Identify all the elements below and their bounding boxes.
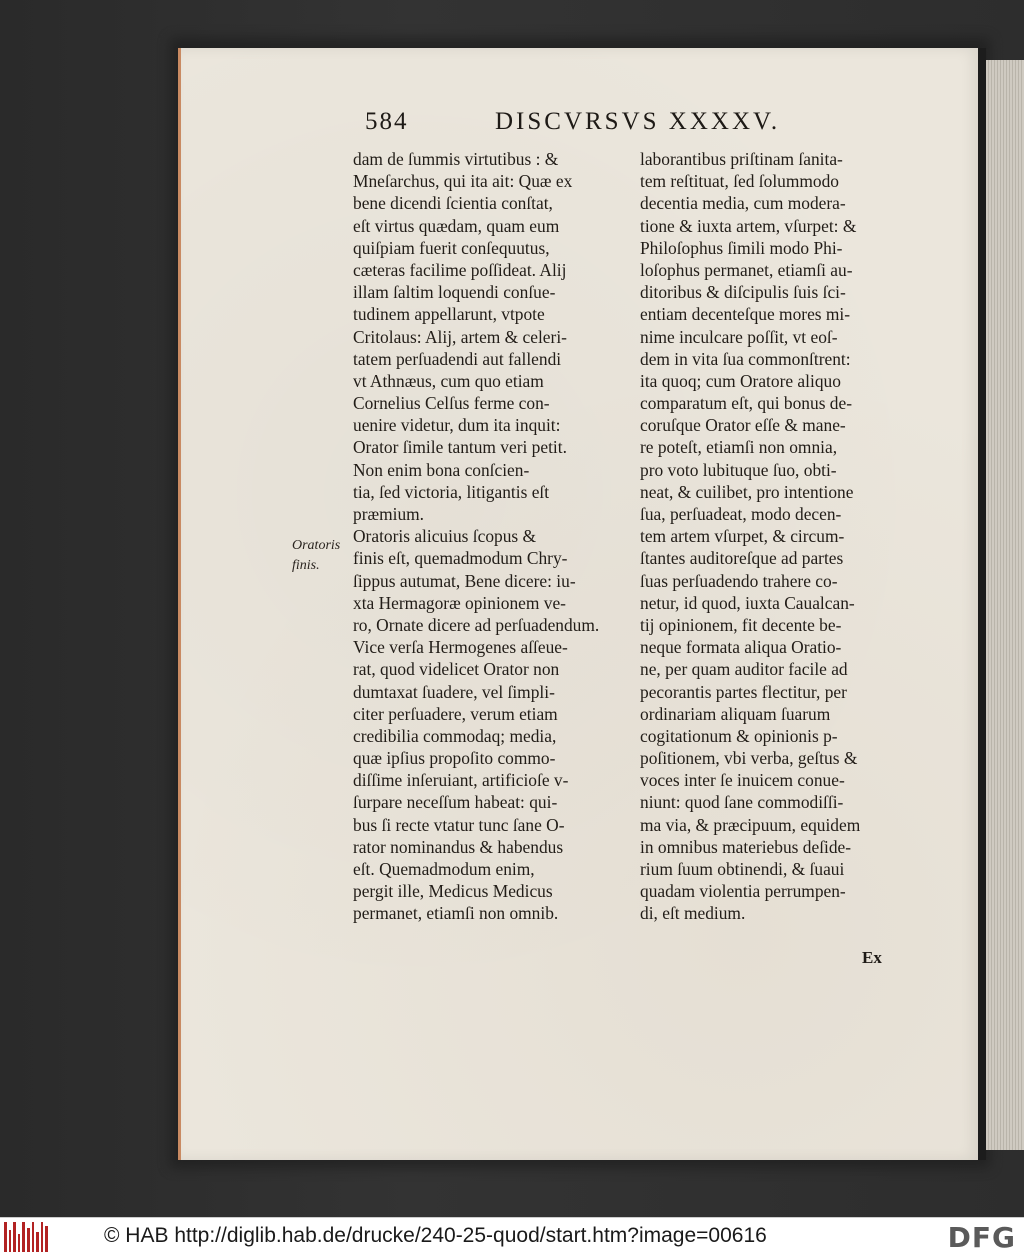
page-number: 584 [365, 108, 409, 135]
text-line: Philoſophus ſimili modo Phi- [640, 237, 843, 258]
text-line: uenire videtur, dum ita inquit: [353, 415, 561, 436]
text-line: rator nominandus & habendus [353, 836, 564, 857]
text-line: dumtaxat ſuadere, vel ſimpli- [353, 681, 555, 702]
text-line: ditoribus & diſcipulis ſuis ſci- [640, 282, 846, 303]
footer-bar [0, 1217, 1024, 1256]
text-line: ro, Ornate dicere ad perſuadendum. [353, 614, 600, 635]
text-line: entiam decenteſque mores mi- [640, 304, 851, 325]
text-line: ma via, & præcipuum, equidem [640, 814, 861, 835]
text-line: tia, ſed victoria, litigantis eſt [353, 481, 550, 502]
text-line: Mneſarchus, qui ita ait: Quæ ex [353, 171, 573, 192]
text-line: illam ſaltim loquendi conſue- [353, 282, 556, 303]
catchword: Ex [862, 948, 882, 967]
text-line: citer perſuadere, verum etiam [353, 703, 558, 724]
text-line: comparatum eſt, qui bonus de- [640, 393, 853, 414]
text-line: netur, id quod, iuxta Caualcan- [640, 592, 855, 613]
text-line: ordinariam aliquam ſuarum [640, 703, 831, 724]
text-line: di, eſt medium. [640, 903, 746, 924]
text-line: Critolaus: Alij, artem & celeri- [353, 326, 567, 347]
margin-note-line: finis. [292, 558, 320, 573]
text-line: neque formata aliqua Oratio- [640, 637, 842, 658]
text-line: neat, & cuilibet, pro intentione [640, 481, 854, 502]
hab-logo-icon [4, 1222, 48, 1252]
margin-note-line: Oratoris [292, 538, 341, 553]
text-line: finis eſt, quemadmodum Chry- [353, 548, 568, 569]
text-line: rium ſuum obtinendi, & ſuaui [640, 859, 845, 879]
text-line: bus ſi recte vtatur tunc ſane O- [353, 814, 565, 835]
text-line: xta Hermagoræ opinionem ve- [353, 592, 566, 613]
text-line: ſua, perſuadeat, modo decen- [640, 504, 842, 524]
text-line: voces inter ſe inuicem conue- [640, 770, 845, 791]
text-line: in omnibus materiebus deſide- [640, 836, 852, 857]
text-line: pro voto lubituque ſuo, obti- [640, 459, 837, 480]
text-line: tatem perſuadendi aut fallendi [353, 348, 562, 369]
text-line: ſuas perſuadendo trahere co- [640, 570, 838, 591]
text-line: coruſque Orator eſſe & mane- [640, 415, 846, 436]
text-line: ne, per quam auditor facile ad [640, 659, 848, 680]
text-line: Oratoris alicuius ſcopus & [353, 526, 537, 547]
text-line: niunt: quod ſane commodiſſi- [640, 792, 844, 813]
text-line: credibilia commodaq; media, [353, 725, 557, 746]
copyright-link[interactable]: © HAB http://diglib.hab.de/drucke/240-25-quod/start.htm?image=00616 [104, 1224, 767, 1247]
book-gutter [978, 48, 986, 1160]
text-line: tione & iuxta artem, vſurpet: & [640, 215, 857, 236]
text-line: dam de ſummis virtutibus : & [353, 149, 559, 169]
facing-page-edge [986, 60, 1024, 1150]
text-line: nime inculcare poſſit, vt eoſ- [640, 326, 838, 347]
text-line: eſt. Quemadmodum enim, [353, 859, 535, 879]
text-line: Vice verſa Hermogenes aſſeue- [353, 637, 568, 658]
text-line: rat, quod videlicet Orator non [353, 659, 560, 680]
text-line: tem artem vſurpet, & circum- [640, 526, 845, 547]
text-line: diſſime inſeruiant, artificioſe v- [353, 770, 569, 791]
text-line: tij opinionem, fit decente be- [640, 614, 842, 635]
text-line: poſitionem, vbi verba, geſtus & [640, 748, 858, 769]
left-text-column [353, 148, 623, 925]
text-line: cæteras facilime poſſideat. Alij [353, 259, 567, 280]
page-header [365, 108, 785, 140]
text-line: ſippus autumat, Bene dicere: iu- [353, 570, 576, 591]
text-line: vt Athnæus, cum quo etiam [353, 370, 544, 391]
text-line: re poteſt, etiamſi non omnia, [640, 437, 838, 458]
text-line: Cornelius Celſus ferme con- [353, 393, 550, 414]
text-line: quiſpiam fuerit conſequutus, [353, 237, 550, 258]
running-head: DISCVRSVS XXXXV. [495, 108, 781, 135]
text-line: præmium. [353, 504, 425, 524]
text-line: Orator ſimile tantum veri petit. [353, 437, 567, 458]
text-line: loſophus permanet, etiamſi au- [640, 259, 853, 280]
text-line: Non enim bona conſcien- [353, 459, 530, 480]
margin-note [292, 536, 352, 576]
text-line: bene dicendi ſcientia conſtat, [353, 193, 553, 214]
text-line: quadam violentia perrumpen- [640, 881, 846, 902]
dfg-logo: DFG [947, 1221, 1016, 1254]
text-line: permanet, etiamſi non omnib. [353, 903, 559, 924]
text-line: quæ ipſius propoſito commo- [353, 748, 556, 769]
text-line: pergit ille, Medicus Medicus [353, 881, 553, 902]
text-line: laborantibus priſtinam ſanita- [640, 149, 843, 169]
right-text-column [640, 148, 895, 925]
text-line: ita quoq; cum Oratore aliquo [640, 370, 841, 391]
text-line: decentia media, cum modera- [640, 193, 846, 214]
text-line: tudinem appellarunt, vtpote [353, 304, 545, 325]
text-line: dem in vita ſua commonſtrent: [640, 348, 851, 369]
text-line: ſtantes auditoreſque ad partes [640, 548, 844, 569]
text-line: ſurpare neceſſum habeat: qui- [353, 792, 558, 813]
text-line: pecorantis partes flectitur, per [640, 681, 847, 702]
text-line: eſt virtus quædam, quam eum [353, 215, 560, 236]
text-line: cogitationum & opinionis p- [640, 725, 838, 746]
text-line: tem reſtituat, ſed ſolummodo [640, 171, 839, 192]
